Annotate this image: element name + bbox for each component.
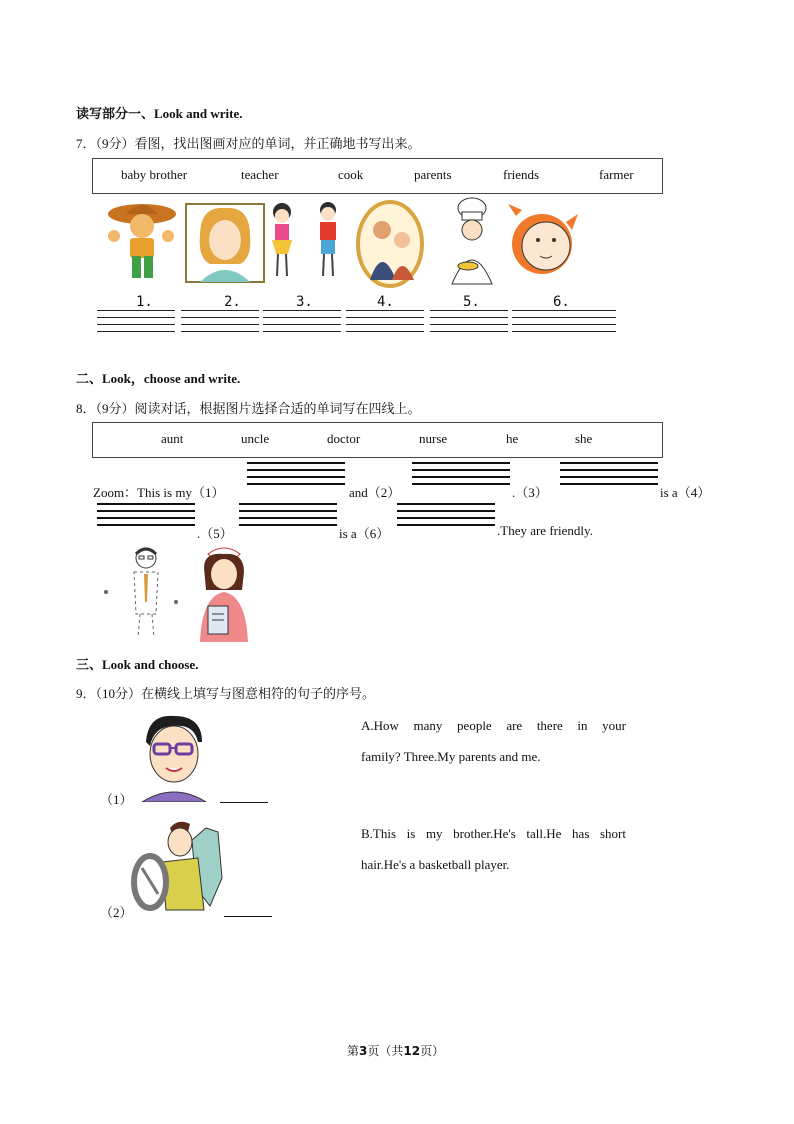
- dialogue-text-3: .（3）: [512, 485, 548, 500]
- answer-fourline-8-1[interactable]: [247, 462, 345, 486]
- driver-picture: [126, 818, 226, 914]
- q7-pictures: [100, 196, 620, 288]
- footer-middle: 页（共: [367, 1044, 404, 1058]
- answer-fourline-4[interactable]: [346, 310, 424, 334]
- doctor-nurse-pictures: [96, 542, 276, 644]
- answer-fourline-3[interactable]: [263, 310, 341, 334]
- word-option: baby brother: [121, 167, 188, 182]
- answer-blank-2[interactable]: [224, 916, 272, 917]
- picture-number: 3.: [296, 294, 313, 310]
- answer-fourline-8-2[interactable]: [412, 462, 510, 486]
- answer-fourline-2[interactable]: [181, 310, 259, 334]
- picture-number: 5.: [463, 294, 480, 310]
- word-option: she: [575, 431, 593, 446]
- word-bank-8: [92, 422, 663, 458]
- option-b-line-2: hair.He's a basketball player.: [361, 857, 510, 872]
- word-option: cook: [338, 167, 364, 182]
- teacher-picture: [186, 204, 264, 282]
- question-8: 8．（9分）阅读对话，根据图片选择合适的单词写在四线上。: [76, 401, 421, 416]
- word-option: friends: [503, 167, 540, 182]
- nurse-picture: [200, 548, 248, 642]
- option-a-line-1: A.How many people are there in your: [361, 718, 626, 733]
- item-label-1: （1）: [100, 792, 133, 807]
- question-7: 7．（9分）看图，找出图画对应的单词，并正确地书写出来。: [76, 136, 421, 151]
- man-glasses-picture: [138, 712, 212, 802]
- word-option: aunt: [161, 431, 184, 446]
- dialogue-text-2: and（2）: [349, 485, 401, 500]
- total-page-number: 12: [403, 1044, 421, 1058]
- word-option: teacher: [241, 167, 279, 182]
- answer-fourline-8-4[interactable]: [97, 503, 195, 527]
- baby-picture: [508, 204, 578, 274]
- picture-number: 2.: [224, 294, 241, 310]
- answer-fourline-8-3[interactable]: [560, 462, 658, 486]
- item-label-2: （2）: [100, 905, 133, 920]
- footer-prefix: 第: [347, 1044, 360, 1058]
- dialogue-text-1: Zoom：This is my（1）: [93, 485, 225, 500]
- word-option: parents: [414, 167, 452, 182]
- dialogue-text-7: .They are friendly.: [497, 523, 593, 538]
- page-footer: [347, 1042, 444, 1059]
- word-bank-7: [92, 158, 663, 194]
- answer-fourline-5[interactable]: [430, 310, 508, 334]
- doctor-picture: [104, 548, 178, 638]
- picture-number: 1.: [136, 294, 153, 310]
- dialogue-text-6: is a（6）: [339, 526, 390, 541]
- footer-suffix: 页）: [420, 1044, 445, 1058]
- current-page-number: 3: [359, 1044, 368, 1058]
- answer-fourline-1[interactable]: [97, 310, 175, 334]
- word-option: uncle: [241, 431, 270, 446]
- picture-number: 6.: [553, 294, 570, 310]
- word-option: farmer: [599, 167, 634, 182]
- cook-picture: [452, 198, 492, 284]
- farmer-picture: [108, 204, 176, 278]
- word-option: he: [506, 431, 519, 446]
- parents-picture: [358, 202, 422, 286]
- answer-fourline-8-6[interactable]: [397, 503, 495, 527]
- answer-fourline-8-5[interactable]: [239, 503, 337, 527]
- dialogue-text-4: is a（4）: [660, 485, 711, 500]
- word-option: doctor: [327, 431, 361, 446]
- word-option: nurse: [419, 431, 448, 446]
- answer-blank-1[interactable]: [220, 802, 268, 803]
- section-heading-3: 三、Look and choose.: [76, 657, 199, 672]
- children-picture: [272, 202, 336, 276]
- section-heading-1: 读写部分一、Look and write.: [76, 106, 243, 121]
- section-heading-2: 二、Look，choose and write.: [76, 371, 241, 386]
- dialogue-text-5: .（5）: [197, 526, 233, 541]
- answer-fourline-6[interactable]: [512, 310, 616, 334]
- picture-number: 4.: [377, 294, 394, 310]
- option-b-line-1: B.This is my brother.He's tall.He has short: [361, 826, 626, 841]
- question-9: 9．（10分）在横线上填写与图意相符的句子的序号。: [76, 686, 376, 701]
- option-a-line-2: family? Three.My parents and me.: [361, 749, 541, 764]
